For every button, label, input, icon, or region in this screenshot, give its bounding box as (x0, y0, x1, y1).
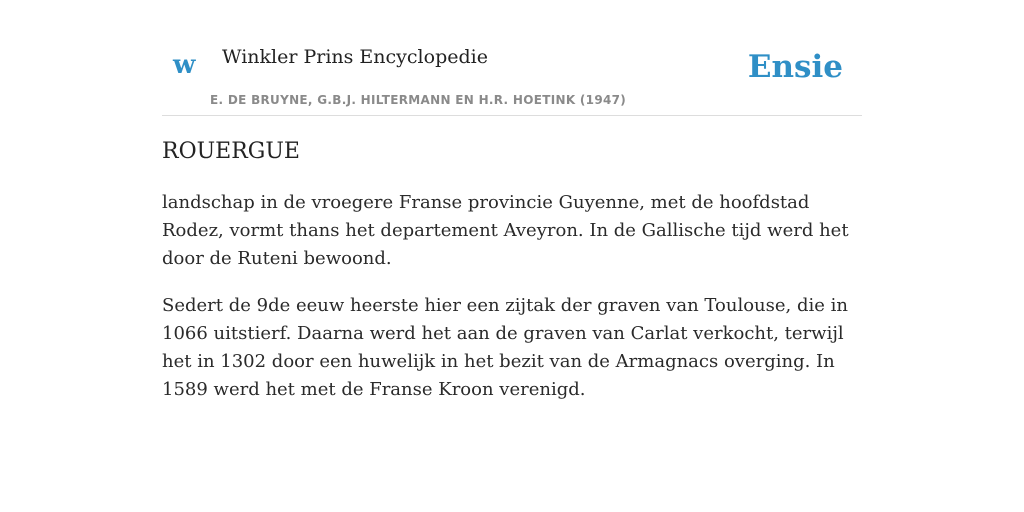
encyclopedia-logo-icon[interactable]: w (173, 50, 196, 80)
source-title[interactable]: Winkler Prins Encyclopedie (222, 46, 488, 68)
article-paragraph: Sedert de 9de eeuw heerste hier een zijtak der graven van Toulouse, die in 1066 uitstierf. Daarna werd het aan de graven van Carlat verkocht, terwijl het in 1302 door een huwelijk in het bezit van de Armagnacs overging. In 1589 werd het met de Franse Kroon verenigd. (162, 294, 848, 400)
article-body (162, 138, 862, 423)
article-paragraph: landschap in de vroegere Franse provincie Guyenne, met de hoofdstad Rodez, vormt thans het departement Aveyron. In de Gallische tijd werd het door de Ruteni bewoond. (162, 191, 849, 269)
source-authors: E. DE BRUYNE, G.B.J. HILTERMANN EN H.R. HOETINK (1947) (210, 93, 627, 107)
ensie-brand-logo[interactable]: Ensie (747, 49, 843, 85)
entry-title: ROUERGUE (162, 139, 300, 164)
source-header (162, 30, 862, 116)
